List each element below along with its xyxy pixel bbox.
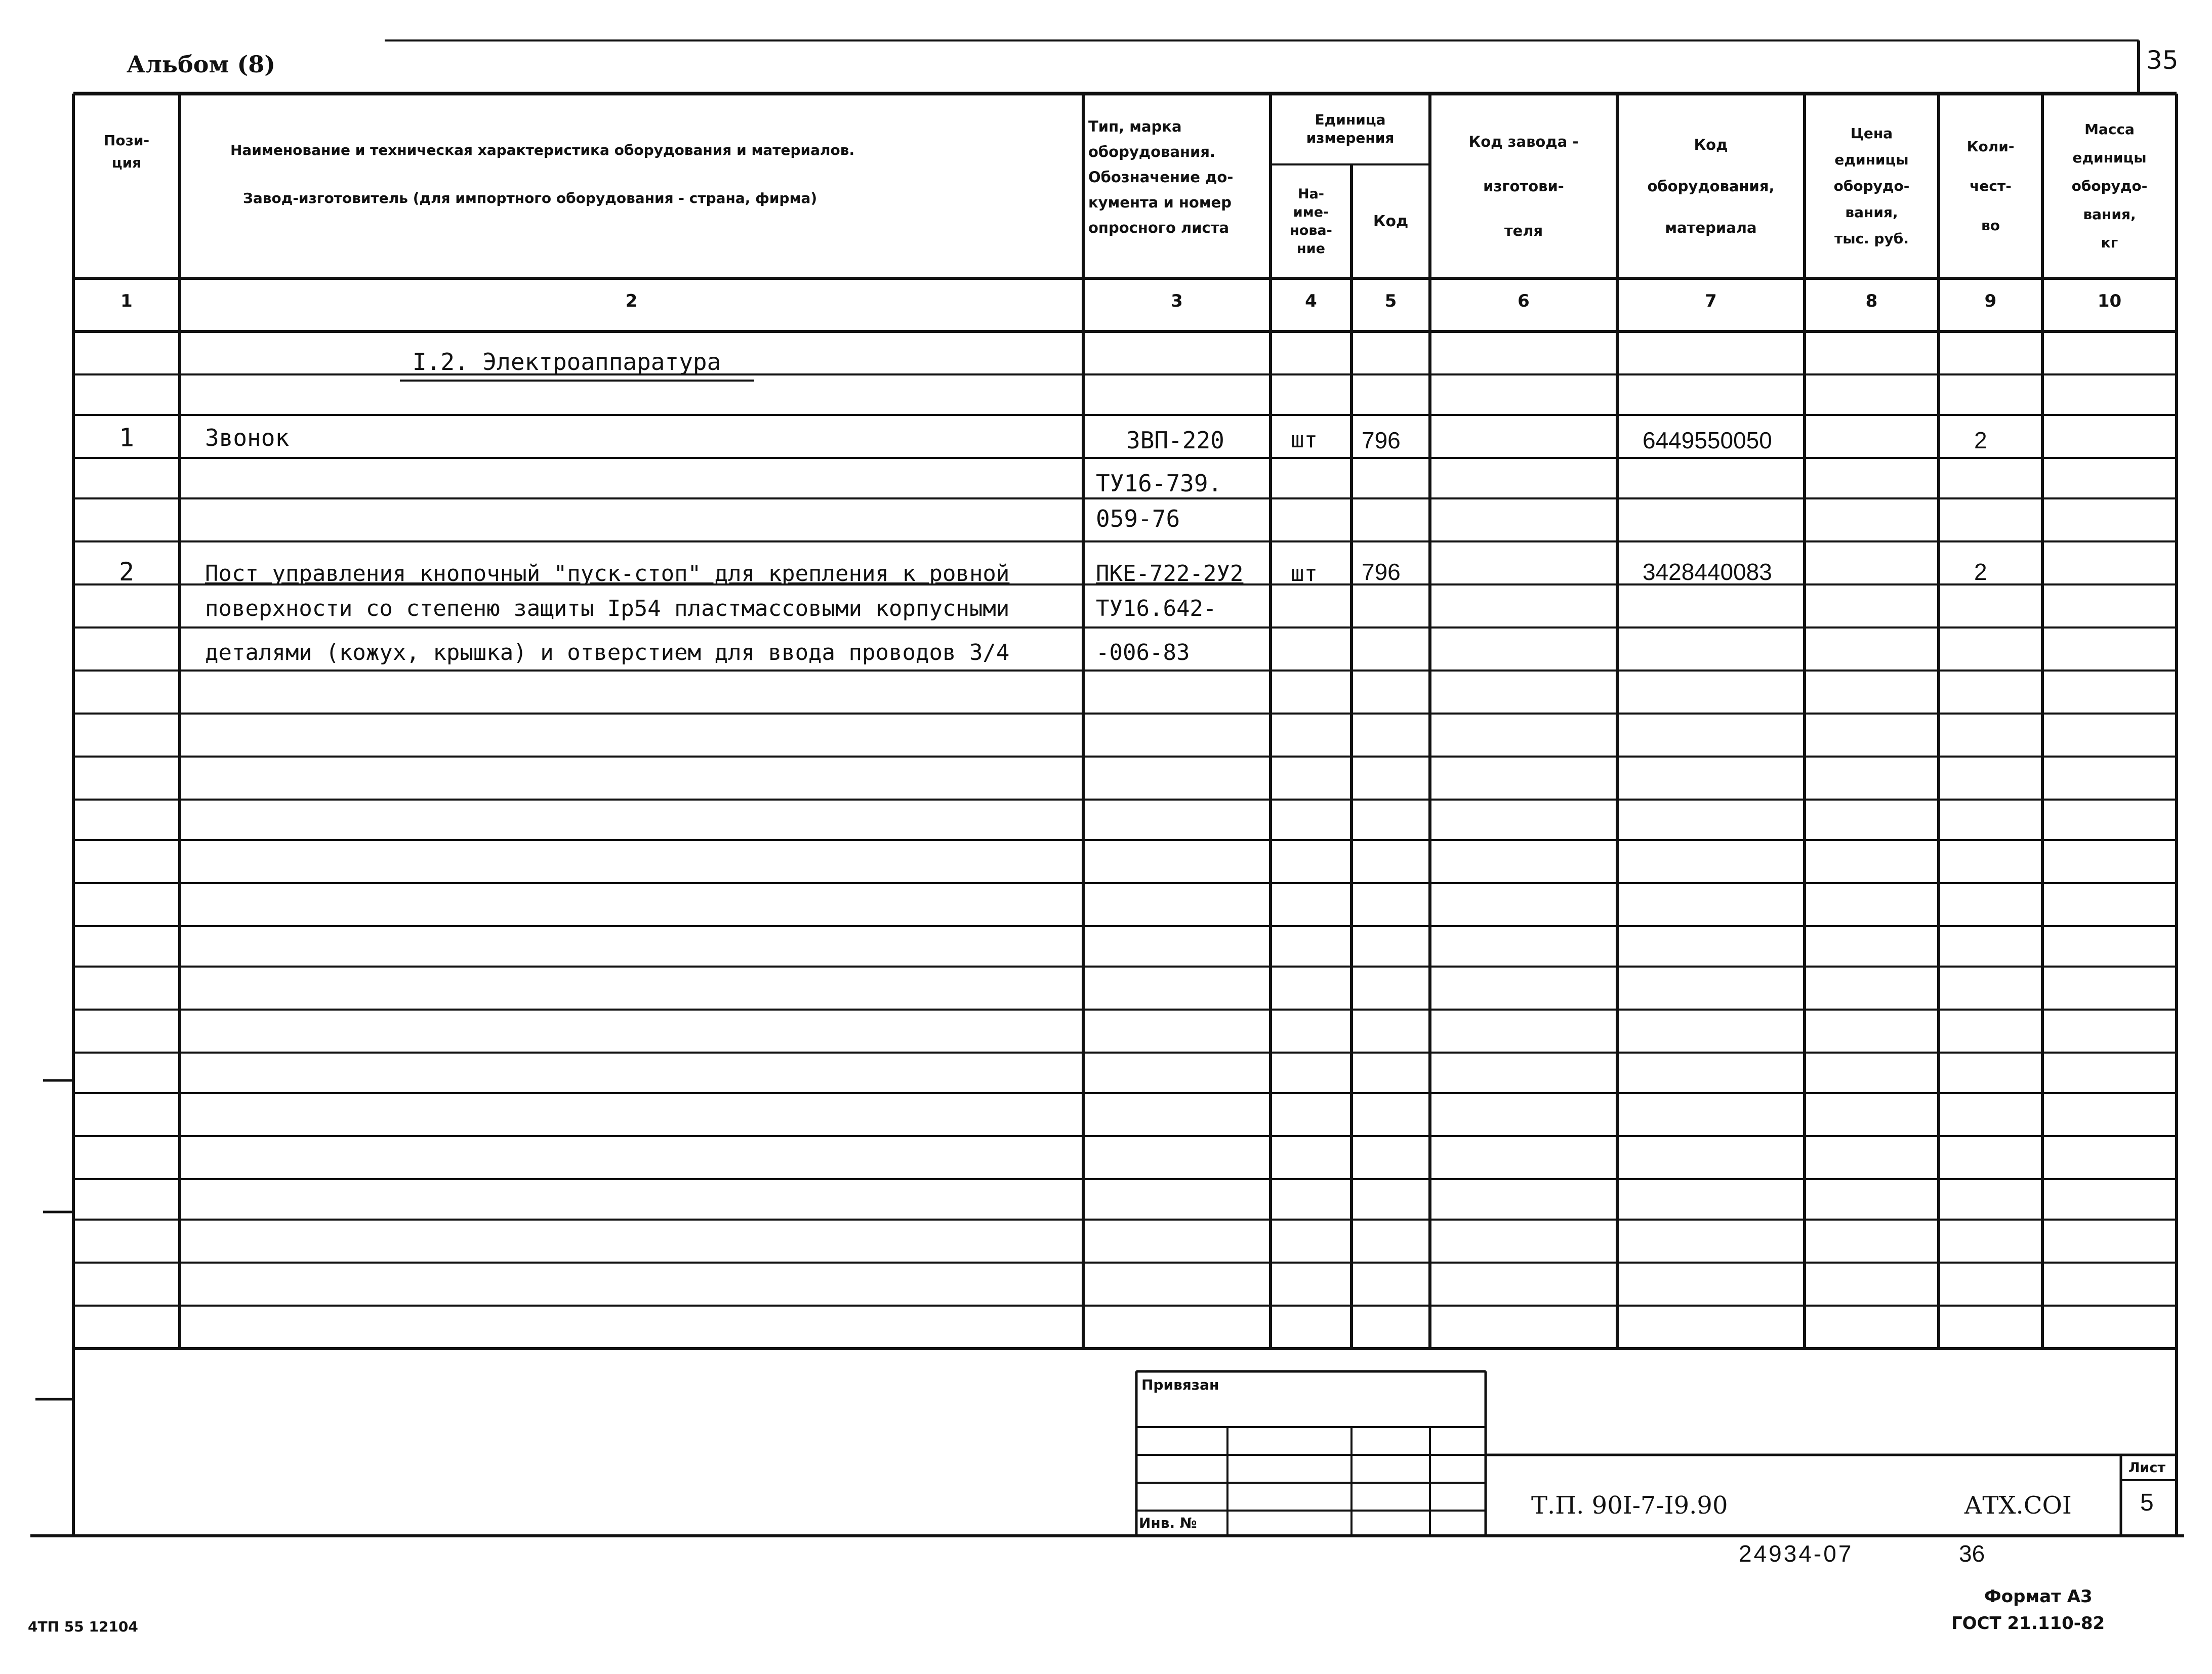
header-equipment-code: Код оборудования, материала <box>1647 136 1775 236</box>
header-price: Цена единицы оборудо- вания, тыс. руб. <box>1833 124 1910 247</box>
col-num-2: 2 <box>625 291 638 311</box>
item-doc: ТУ16.642- <box>1096 596 1217 621</box>
item-position: 2 <box>119 557 135 587</box>
header-quantity: Коли- чест- во <box>1967 138 2015 234</box>
item-position: 1 <box>119 423 135 452</box>
item-equipment-code: 3428440083 <box>1643 559 1772 585</box>
item-unit: шт <box>1291 561 1318 587</box>
col-num-5: 5 <box>1384 291 1397 311</box>
header-mass: Масса единицы оборудо- вания, кг <box>2071 120 2148 251</box>
section-title: I.2. Электроаппаратура <box>413 348 721 375</box>
col-num-8: 8 <box>1865 291 1878 311</box>
col-num-1: 1 <box>120 291 133 311</box>
item-unit: шт <box>1291 427 1318 453</box>
col-num-3: 3 <box>1171 291 1183 311</box>
item-equipment-code: 6449550050 <box>1643 427 1772 453</box>
gost-label: ГОСТ 21.110-82 <box>1951 1613 2105 1634</box>
item-quantity: 2 <box>1974 427 1987 453</box>
doc-mark: АТХ.СОI <box>1964 1491 2072 1520</box>
format-label: Формат А3 <box>1984 1586 2093 1607</box>
header-unit-group: Единица измерения <box>1306 111 1395 146</box>
doc-code: Т.П. 90I-7-I9.90 <box>1531 1491 1728 1520</box>
archive-number: 24934-07 <box>1739 1540 1854 1567</box>
stamp-privyazan: Привязан <box>1141 1376 1219 1393</box>
sheet-label: Лист <box>2128 1460 2165 1476</box>
album-label: Альбом (8) <box>127 51 275 78</box>
header-position: Пози- ция <box>103 132 150 171</box>
item-quantity: 2 <box>1974 559 1987 585</box>
archive-page: 36 <box>1959 1540 1985 1567</box>
item-doc: ТУ16-739. <box>1096 470 1222 497</box>
item-type: ПКЕ-722-2У2 <box>1096 561 1244 587</box>
stamp-inv-no: Инв. № <box>1139 1515 1197 1531</box>
item-name-line3: деталями (кожух, крышка) и отверстием для ввода проводов 3/4 <box>205 640 1010 665</box>
col-num-4: 4 <box>1305 291 1317 311</box>
item-doc-cont: -006-83 <box>1096 640 1190 665</box>
header-type: Тип, марка оборудования. Обозначение до- кумента и номер опросного листа <box>1088 118 1234 236</box>
col-num-9: 9 <box>1984 291 1997 311</box>
item-name: Звонок <box>205 424 290 451</box>
form-code: 4ТП 55 12104 <box>28 1618 138 1635</box>
header-factory-code: Код завода - изготови- теля <box>1468 133 1579 239</box>
item-name-line2: поверхности со степеню защиты Ip54 пластмассовыми корпусными <box>205 596 1010 621</box>
sheet-number: 5 <box>2140 1489 2154 1516</box>
item-unit-code: 796 <box>1362 427 1401 453</box>
item-doc-cont: 059-76 <box>1096 505 1180 532</box>
col-num-6: 6 <box>1518 291 1530 311</box>
col-num-7: 7 <box>1705 291 1717 311</box>
header-name-line1: Наименование и техническая характеристика оборудования и материалов. <box>230 142 855 158</box>
item-type: ЗВП-220 <box>1126 427 1224 454</box>
header-unit-name: На- име- нова- ние <box>1290 186 1332 257</box>
item-unit-code: 796 <box>1362 559 1401 585</box>
header-unit-code: Код <box>1373 212 1409 230</box>
header-name-line2: Завод-изготовитель (для импортного оборудования - страна, фирма) <box>243 190 817 206</box>
col-num-10: 10 <box>2097 291 2122 311</box>
page-number: 35 <box>2146 46 2179 75</box>
item-name-line1: Пост управления кнопочный "пуск-стоп" для крепления к ровной <box>205 561 1010 587</box>
